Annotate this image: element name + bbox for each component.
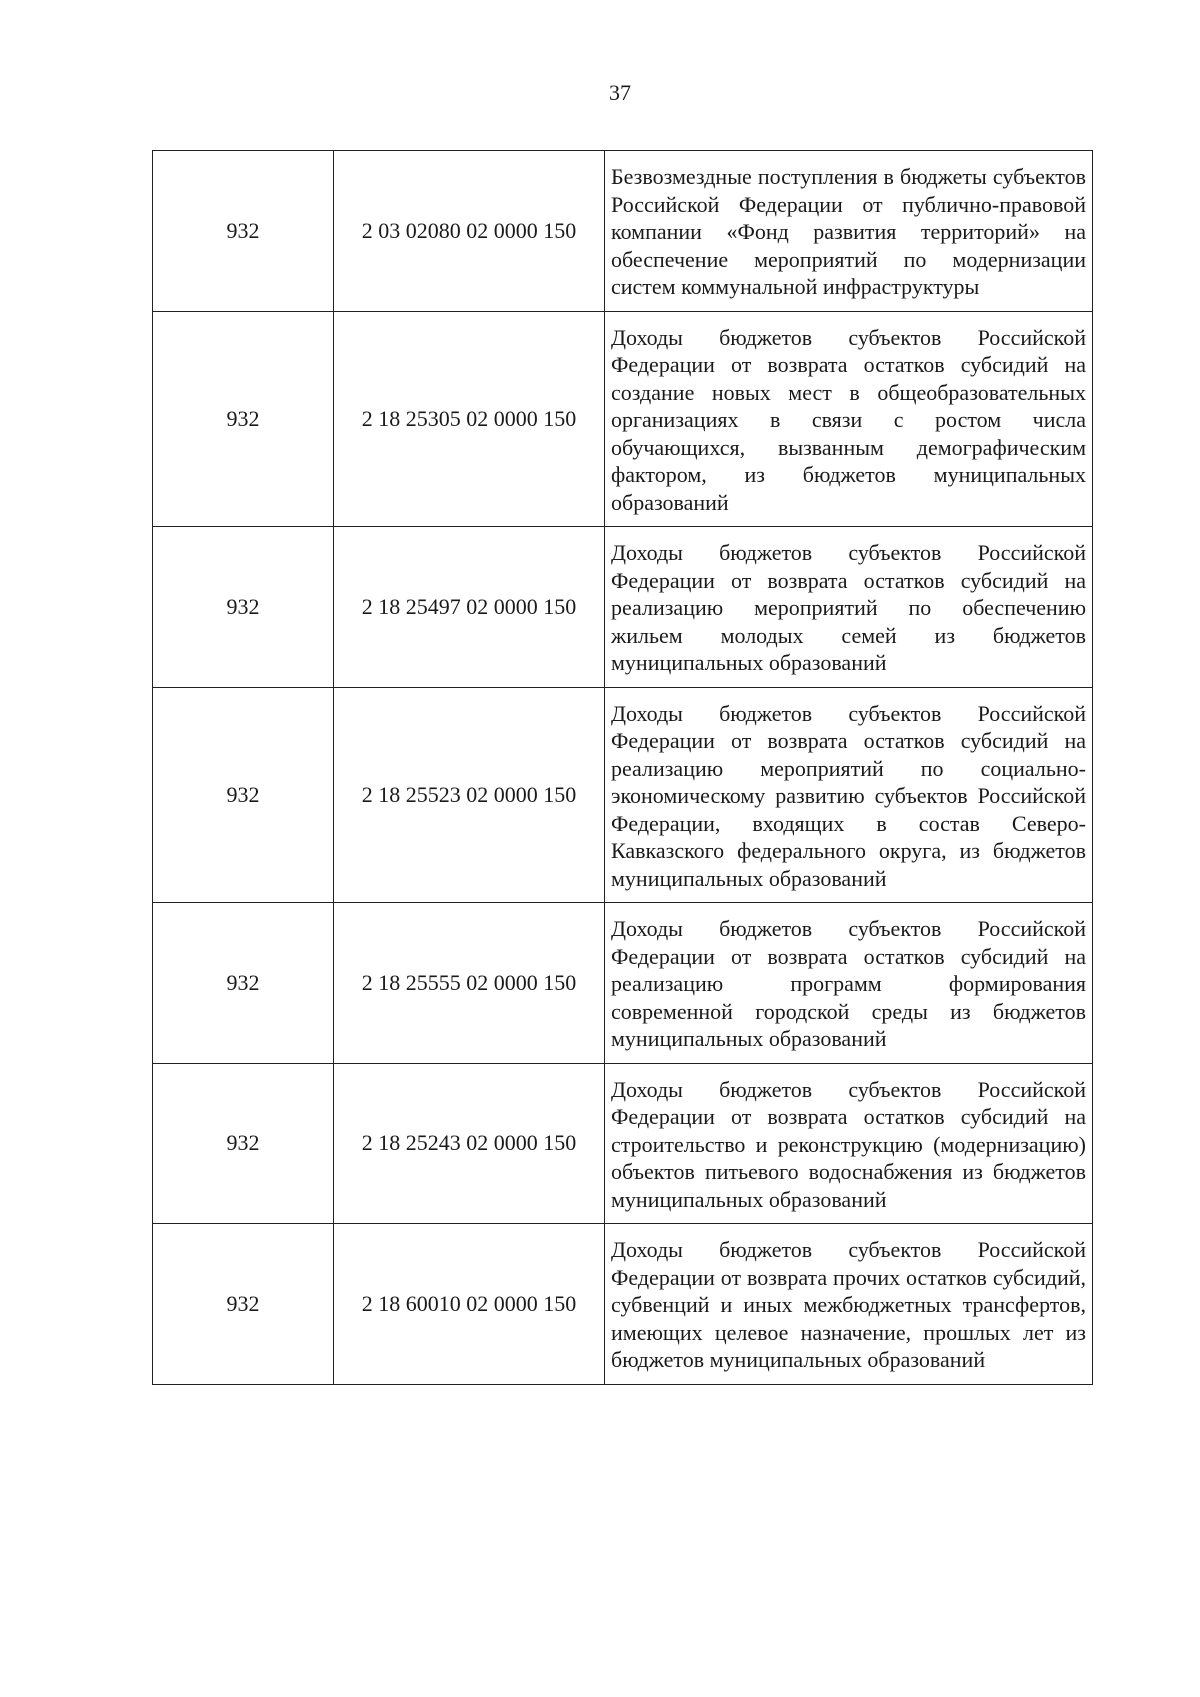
- admin-code-cell: 932: [153, 687, 334, 903]
- revenue-name-cell: Доходы бюджетов субъектов Российской Федерации от возврата прочих остатков субсидий, субвенций и иных межбюджетных трансфертов, имеющих целевое назначение, прошлых лет из бюджетов муниципальных образований: [605, 1224, 1093, 1385]
- table-row: [153, 1063, 1093, 1224]
- budget-code-cell: 2 18 25305 02 0000 150: [334, 311, 605, 527]
- admin-code-cell: 932: [153, 527, 334, 688]
- admin-code-cell: 932: [153, 903, 334, 1064]
- revenue-name-cell: Безвозмездные поступления в бюджеты субъектов Российской Федерации от публично-правовой компании «Фонд развития территорий» на обеспечение мероприятий по модернизации систем коммунальной инфраструктуры: [605, 151, 1093, 312]
- table-row: [153, 1224, 1093, 1385]
- budget-code-cell: 2 18 60010 02 0000 150: [334, 1224, 605, 1385]
- budget-codes-table: [152, 150, 1093, 1385]
- admin-code-cell: 932: [153, 151, 334, 312]
- budget-code-cell: 2 18 25243 02 0000 150: [334, 1063, 605, 1224]
- table-body: [153, 151, 1093, 1385]
- page-number: 37: [609, 80, 631, 105]
- admin-code-cell: 932: [153, 311, 334, 527]
- revenue-name-cell: Доходы бюджетов субъектов Российской Федерации от возврата остатков субсидий на реализацию мероприятий по социально-экономическому развитию субъектов Российской Федерации, входящих в состав Северо-Кавказского федерального округа, из бюджетов муниципальных образований: [605, 687, 1093, 903]
- table-row: [153, 527, 1093, 688]
- revenue-name-cell: Доходы бюджетов субъектов Российской Федерации от возврата остатков субсидий на реализацию мероприятий по обеспечению жильем молодых семей из бюджетов муниципальных образований: [605, 527, 1093, 688]
- table-row: [153, 311, 1093, 527]
- admin-code-cell: 932: [153, 1063, 334, 1224]
- admin-code-cell: 932: [153, 1224, 334, 1385]
- revenue-name-cell: Доходы бюджетов субъектов Российской Федерации от возврата остатков субсидий на создание новых мест в общеобразовательных организациях в связи с ростом числа обучающихся, вызванным демографическим фактором, из бюджетов муниципальных образований: [605, 311, 1093, 527]
- budget-code-cell: 2 18 25555 02 0000 150: [334, 903, 605, 1064]
- budget-code-cell: 2 03 02080 02 0000 150: [334, 151, 605, 312]
- revenue-name-cell: Доходы бюджетов субъектов Российской Федерации от возврата остатков субсидий на строительство и реконструкцию (модернизацию) объектов питьевого водоснабжения из бюджетов муниципальных образований: [605, 1063, 1093, 1224]
- table-row: [153, 903, 1093, 1064]
- table-row: [153, 151, 1093, 312]
- budget-code-cell: 2 18 25523 02 0000 150: [334, 687, 605, 903]
- budget-code-cell: 2 18 25497 02 0000 150: [334, 527, 605, 688]
- revenue-name-cell: Доходы бюджетов субъектов Российской Федерации от возврата остатков субсидий на реализацию программ формирования современной городской среды из бюджетов муниципальных образований: [605, 903, 1093, 1064]
- table-row: [153, 687, 1093, 903]
